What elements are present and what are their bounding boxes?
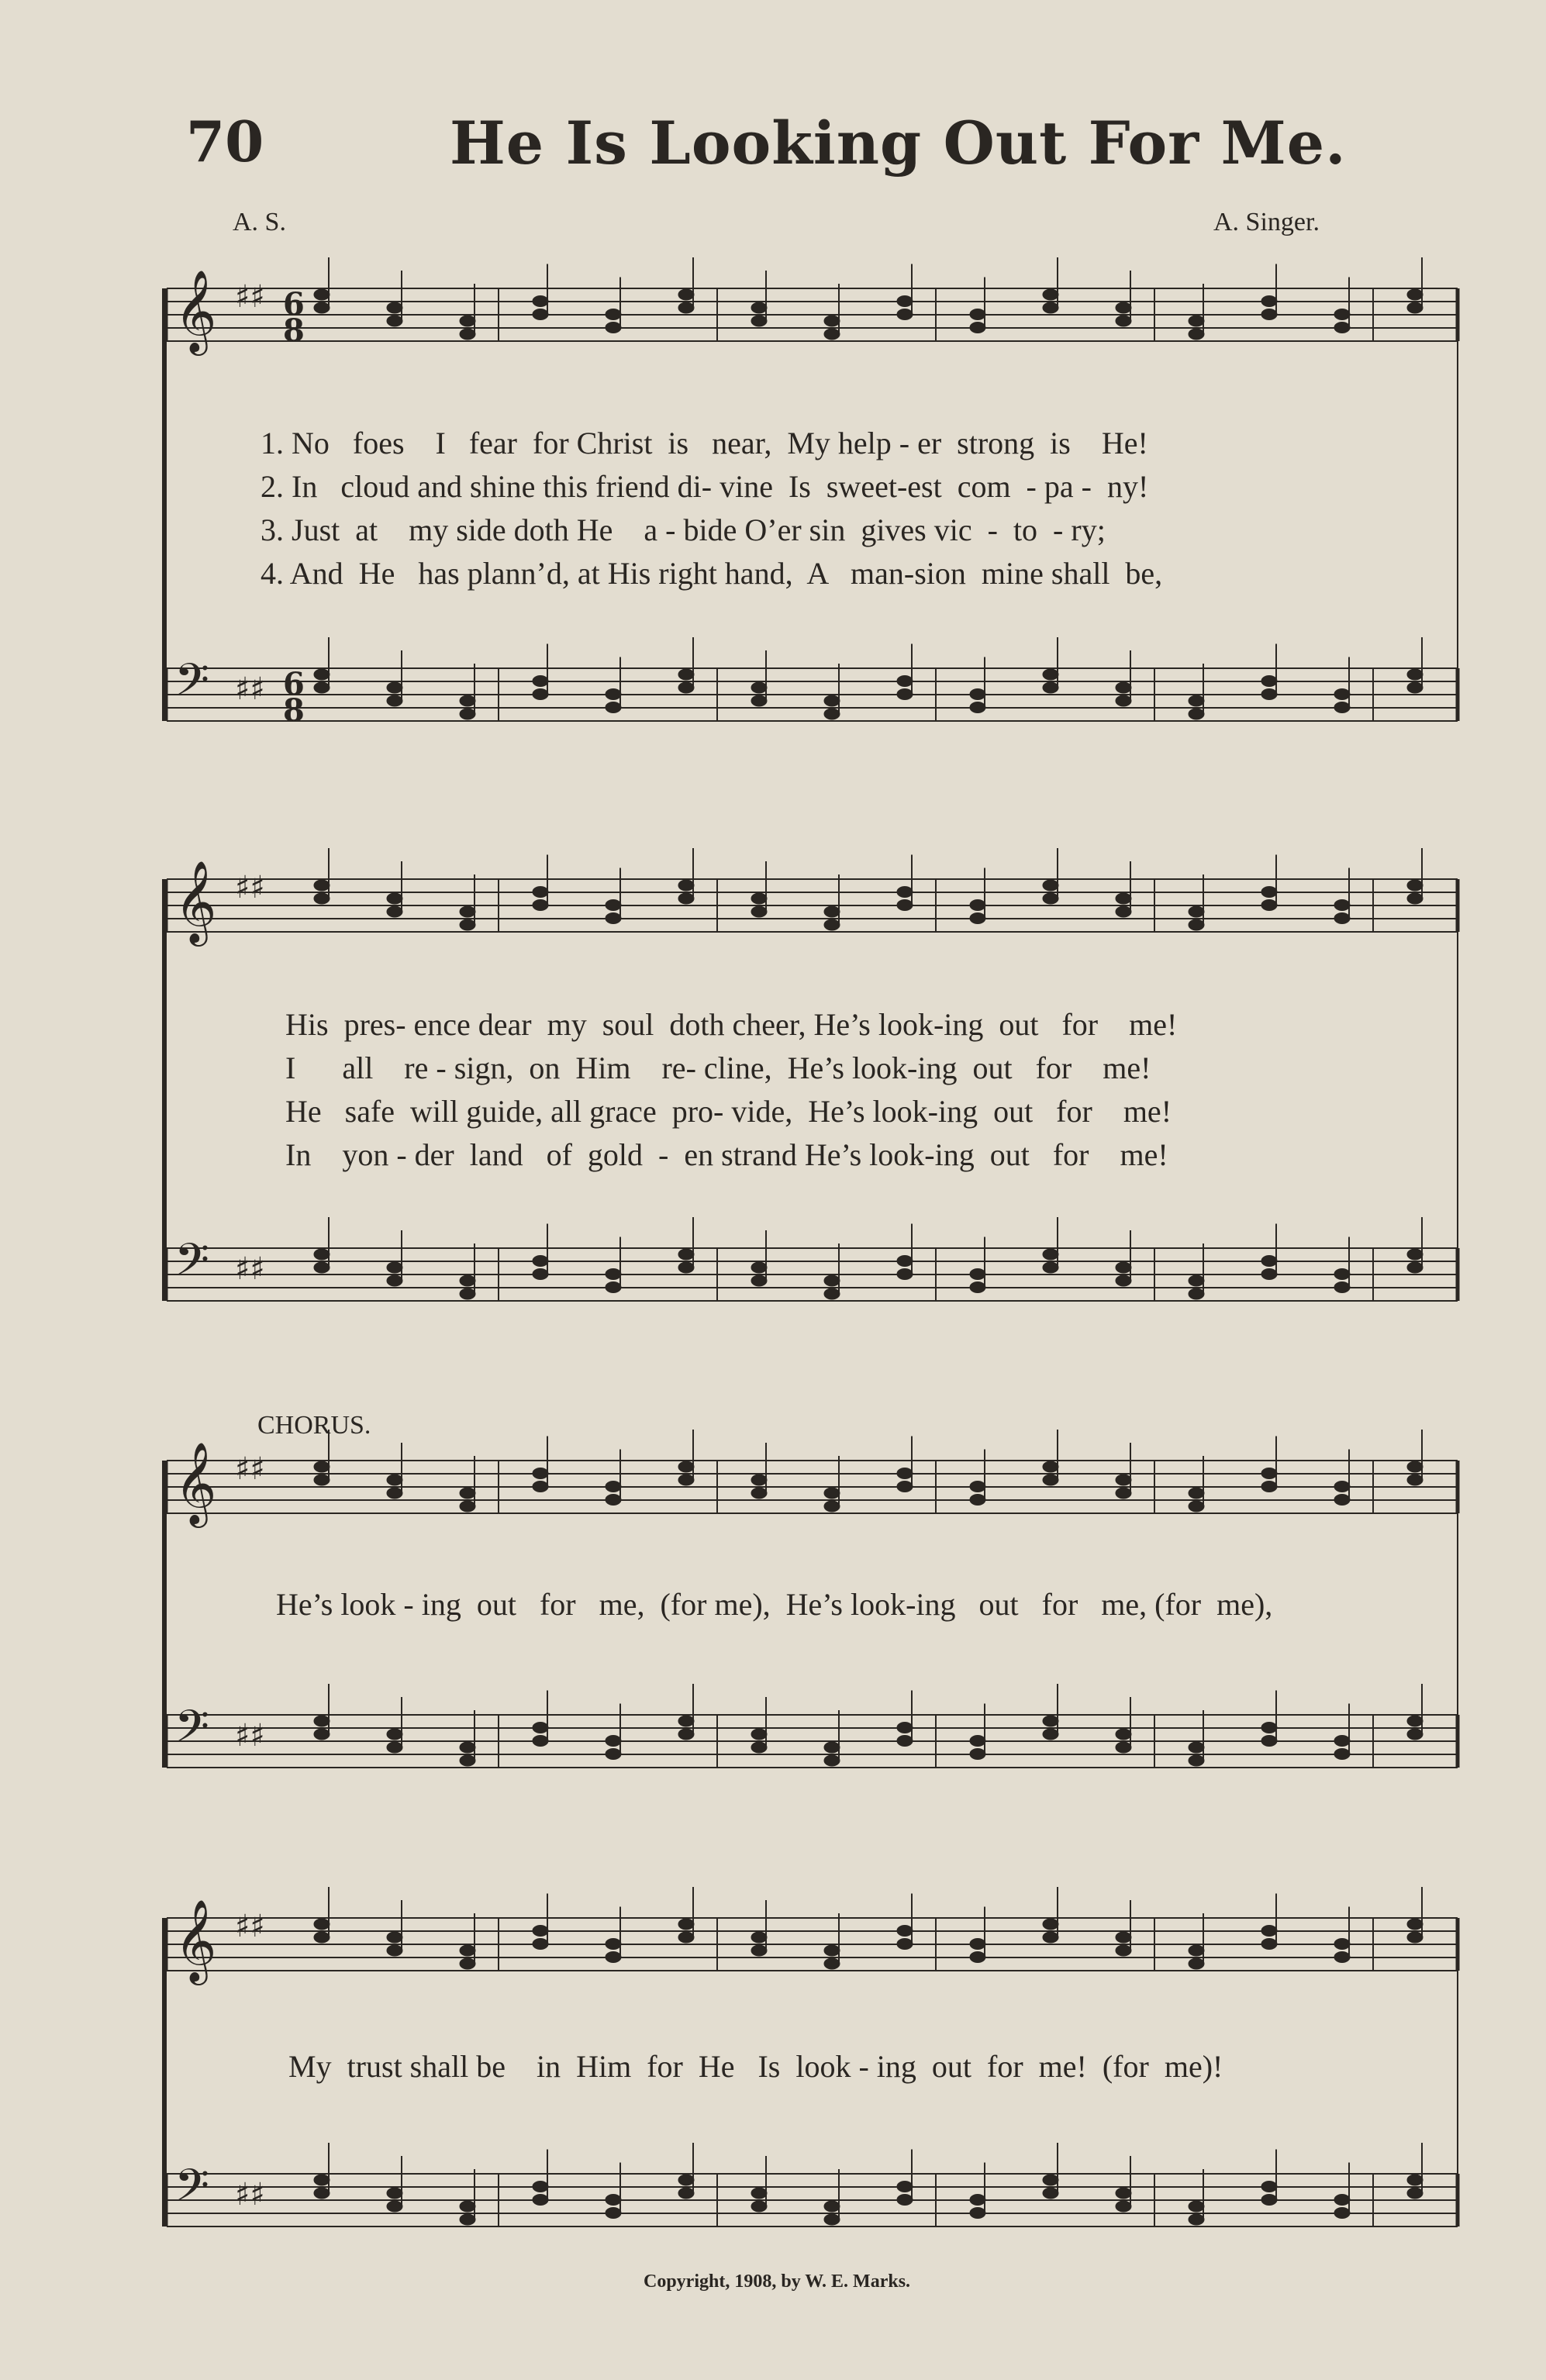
note-head xyxy=(1407,1919,1423,1930)
verse-line-4: 4. And He has plann’d, at His right hand, A man-sion mine shall be, xyxy=(261,556,1163,591)
note-head xyxy=(1043,1716,1058,1726)
note-head xyxy=(1261,1723,1277,1733)
note-head xyxy=(970,1736,985,1747)
note-head xyxy=(1261,1481,1277,1492)
note-head xyxy=(387,906,402,917)
note-head xyxy=(1189,1742,1204,1753)
note-head xyxy=(751,682,767,693)
note-head xyxy=(1334,1495,1350,1506)
note-head xyxy=(678,893,694,904)
note-head xyxy=(1043,1461,1058,1472)
note-head xyxy=(314,1249,330,1260)
time-signature-bottom: 8 xyxy=(283,312,305,349)
verse-line-6: I all re - sign, on Him re- cline, He’s look-ing out for me! xyxy=(285,1050,1151,1085)
note-head xyxy=(897,309,913,320)
note-head xyxy=(1407,1729,1423,1740)
note-head xyxy=(314,1932,330,1943)
note-head xyxy=(387,1729,402,1740)
bass-clef-icon: 𝄢 xyxy=(174,1233,210,1297)
key-signature-icon: ♯♯ xyxy=(235,870,265,905)
note-head xyxy=(533,2195,548,2206)
note-head xyxy=(1189,1288,1204,1299)
note-head xyxy=(678,1729,694,1740)
note-head xyxy=(1407,1932,1423,1943)
copyright-notice: Copyright, 1908, by W. E. Marks. xyxy=(644,2271,911,2292)
note-head xyxy=(1116,302,1131,313)
note-head xyxy=(533,689,548,700)
note-head xyxy=(460,2214,475,2225)
note-head xyxy=(1261,1736,1277,1747)
treble-clef-icon: 𝄞 xyxy=(174,1899,217,1982)
note-head xyxy=(460,329,475,340)
note-head xyxy=(824,906,840,917)
note-head xyxy=(678,1932,694,1943)
note-head xyxy=(606,2195,621,2206)
note-head xyxy=(897,296,913,307)
note-head xyxy=(970,913,985,924)
note-head xyxy=(1116,1729,1131,1740)
note-head xyxy=(1334,1269,1350,1280)
note-head xyxy=(1407,1249,1423,1260)
hymn-title: He Is Looking Out For Me. xyxy=(450,109,1347,178)
note-head xyxy=(751,1488,767,1499)
note-head xyxy=(1334,689,1350,700)
note-head xyxy=(678,1461,694,1472)
note-head xyxy=(1043,880,1058,891)
key-signature-icon: ♯♯ xyxy=(235,1451,265,1487)
note-head xyxy=(606,1749,621,1760)
note-head xyxy=(460,1945,475,1956)
key-signature-icon: ♯♯ xyxy=(235,1909,265,1944)
note-head xyxy=(1407,880,1423,891)
note-head xyxy=(678,1249,694,1260)
note-head xyxy=(606,2208,621,2219)
note-head xyxy=(533,2182,548,2192)
note-head xyxy=(1116,1275,1131,1286)
note-head xyxy=(970,1749,985,1760)
note-head xyxy=(387,316,402,326)
note-head xyxy=(606,1269,621,1280)
note-head xyxy=(387,2188,402,2199)
note-head xyxy=(314,1262,330,1273)
note-head xyxy=(606,1736,621,1747)
note-head xyxy=(824,919,840,930)
note-head xyxy=(1407,1475,1423,1485)
time-signature-top: 6 xyxy=(283,286,305,323)
note-head xyxy=(824,1501,840,1512)
note-head xyxy=(387,1945,402,1956)
note-head xyxy=(1334,1736,1350,1747)
note-head xyxy=(460,1742,475,1753)
note-head xyxy=(678,1262,694,1273)
note-head xyxy=(1334,1282,1350,1293)
note-head xyxy=(970,702,985,713)
note-head xyxy=(1261,1256,1277,1267)
note-head xyxy=(751,2201,767,2212)
note-head xyxy=(824,329,840,340)
treble-clef-icon: 𝄞 xyxy=(174,1441,217,1524)
note-head xyxy=(314,302,330,313)
note-head xyxy=(824,2214,840,2225)
note-head xyxy=(1407,682,1423,693)
key-signature-icon: ♯♯ xyxy=(235,2177,265,2213)
note-head xyxy=(387,1262,402,1273)
bass-clef-icon: 𝄢 xyxy=(174,2159,210,2223)
note-head xyxy=(533,296,548,307)
note-head xyxy=(1043,1475,1058,1485)
note-head xyxy=(678,669,694,680)
note-head xyxy=(970,900,985,911)
words-credit: A. S. xyxy=(233,208,286,236)
note-head xyxy=(897,2195,913,2206)
key-signature-icon: ♯♯ xyxy=(235,1251,265,1287)
note-head xyxy=(751,906,767,917)
note-head xyxy=(314,1475,330,1485)
note-head xyxy=(314,1729,330,1740)
note-head xyxy=(678,2175,694,2185)
note-head xyxy=(1116,1945,1131,1956)
note-head xyxy=(751,1932,767,1943)
verse-line-7: He safe will guide, all grace pro- vide, He’s look-ing out for me! xyxy=(285,1094,1172,1129)
note-head xyxy=(678,1716,694,1726)
note-head xyxy=(1116,1475,1131,1485)
note-head xyxy=(970,1282,985,1293)
bass-clef-icon: 𝄢 xyxy=(174,1700,210,1764)
note-head xyxy=(1043,682,1058,693)
note-head xyxy=(1407,302,1423,313)
note-head xyxy=(606,1282,621,1293)
note-head xyxy=(533,309,548,320)
note-head xyxy=(970,309,985,320)
note-head xyxy=(533,676,548,687)
note-head xyxy=(1116,1932,1131,1943)
note-head xyxy=(824,2201,840,2212)
verse-line-5: His pres- ence dear my soul doth cheer, He’s look-ing out for me! xyxy=(285,1007,1178,1042)
note-head xyxy=(970,2208,985,2219)
note-head xyxy=(533,1939,548,1950)
note-head xyxy=(606,913,621,924)
note-head xyxy=(751,1475,767,1485)
note-head xyxy=(897,900,913,911)
note-head xyxy=(1334,323,1350,333)
chorus-line-2: My trust shall be in Him for He Is look - ing out for me! (for me)! xyxy=(288,2049,1223,2084)
note-head xyxy=(1407,669,1423,680)
chorus-line-1: He’s look - ing out for me, (for me), He’s look-ing out for me, (for me), xyxy=(276,1587,1273,1622)
note-head xyxy=(314,289,330,300)
note-head xyxy=(897,1256,913,1267)
time-signature-top: 6 xyxy=(283,666,305,702)
note-head xyxy=(1043,289,1058,300)
note-head xyxy=(897,1939,913,1950)
note-head xyxy=(1189,1958,1204,1969)
note-head xyxy=(1261,676,1277,687)
note-head xyxy=(314,1919,330,1930)
note-head xyxy=(1334,913,1350,924)
note-head xyxy=(1043,1932,1058,1943)
note-head xyxy=(897,676,913,687)
note-head xyxy=(1261,900,1277,911)
note-head xyxy=(1116,2188,1131,2199)
note-head xyxy=(606,900,621,911)
note-head xyxy=(824,1288,840,1299)
note-head xyxy=(314,2188,330,2199)
verse-line-1: 1. No foes I fear for Christ is near, My help - er strong is He! xyxy=(261,426,1148,460)
note-head xyxy=(897,1468,913,1479)
note-head xyxy=(387,1932,402,1943)
note-head xyxy=(1189,919,1204,930)
note-head xyxy=(1261,296,1277,307)
note-head xyxy=(678,880,694,891)
note-head xyxy=(1407,2175,1423,2185)
note-head xyxy=(460,1275,475,1286)
treble-clef-icon: 𝄞 xyxy=(174,860,217,943)
note-head xyxy=(1116,1262,1131,1273)
note-head xyxy=(1261,1939,1277,1950)
note-head xyxy=(533,1269,548,1280)
note-head xyxy=(1407,289,1423,300)
note-head xyxy=(1116,2201,1131,2212)
note-head xyxy=(1043,669,1058,680)
key-signature-icon: ♯♯ xyxy=(235,671,265,707)
note-head xyxy=(751,302,767,313)
verse-line-2: 2. In cloud and shine this friend di- vine Is sweet-est com - pa - ny! xyxy=(261,469,1149,504)
note-head xyxy=(1116,893,1131,904)
note-head xyxy=(460,709,475,719)
note-head xyxy=(1189,906,1204,917)
note-head xyxy=(678,289,694,300)
note-head xyxy=(533,887,548,898)
note-head xyxy=(970,1481,985,1492)
note-head xyxy=(824,709,840,719)
note-head xyxy=(387,1488,402,1499)
note-head xyxy=(1116,906,1131,917)
note-head xyxy=(1116,1488,1131,1499)
note-head xyxy=(606,309,621,320)
note-head xyxy=(1043,1919,1058,1930)
note-head xyxy=(1043,893,1058,904)
note-head xyxy=(1334,2208,1350,2219)
note-head xyxy=(606,1939,621,1950)
note-head xyxy=(387,1475,402,1485)
page-number: 70 xyxy=(186,109,264,174)
note-head xyxy=(533,900,548,911)
note-head xyxy=(1189,709,1204,719)
note-head xyxy=(314,893,330,904)
note-head xyxy=(1189,1945,1204,1956)
note-head xyxy=(751,1742,767,1753)
note-head xyxy=(1407,1461,1423,1472)
note-head xyxy=(824,1742,840,1753)
note-head xyxy=(970,1269,985,1280)
note-head xyxy=(606,689,621,700)
note-head xyxy=(970,1952,985,1963)
note-head xyxy=(1261,1269,1277,1280)
note-head xyxy=(824,1958,840,1969)
note-head xyxy=(1261,2195,1277,2206)
note-head xyxy=(1407,893,1423,904)
note-head xyxy=(1407,1716,1423,1726)
note-head xyxy=(970,1939,985,1950)
note-head xyxy=(460,695,475,706)
note-head xyxy=(678,302,694,313)
note-head xyxy=(751,1262,767,1273)
note-head xyxy=(1334,702,1350,713)
note-head xyxy=(314,1461,330,1472)
note-head xyxy=(751,1945,767,1956)
note-head xyxy=(387,695,402,706)
note-head xyxy=(460,1958,475,1969)
note-head xyxy=(1043,2188,1058,2199)
note-head xyxy=(824,1755,840,1766)
note-head xyxy=(824,316,840,326)
note-head xyxy=(1261,887,1277,898)
note-head xyxy=(533,1481,548,1492)
note-head xyxy=(678,1919,694,1930)
note-head xyxy=(387,2201,402,2212)
note-head xyxy=(1116,1742,1131,1753)
note-head xyxy=(314,2175,330,2185)
note-head xyxy=(751,1729,767,1740)
bass-clef-icon: 𝄢 xyxy=(174,654,210,717)
note-head xyxy=(751,893,767,904)
note-head xyxy=(970,1495,985,1506)
note-head xyxy=(314,1716,330,1726)
note-head xyxy=(460,1501,475,1512)
note-head xyxy=(678,1475,694,1485)
note-head xyxy=(1261,1468,1277,1479)
note-head xyxy=(460,919,475,930)
note-head xyxy=(314,682,330,693)
note-head xyxy=(533,1468,548,1479)
note-head xyxy=(970,689,985,700)
note-head xyxy=(1334,900,1350,911)
note-head xyxy=(1407,2188,1423,2199)
note-head xyxy=(1334,2195,1350,2206)
note-head xyxy=(1189,1488,1204,1499)
note-head xyxy=(1189,695,1204,706)
note-head xyxy=(897,1723,913,1733)
treble-clef-icon: 𝄞 xyxy=(174,269,217,352)
note-head xyxy=(751,695,767,706)
note-head xyxy=(460,906,475,917)
note-head xyxy=(824,695,840,706)
key-signature-icon: ♯♯ xyxy=(235,279,265,315)
note-head xyxy=(1116,695,1131,706)
note-head xyxy=(1261,1926,1277,1937)
note-head xyxy=(1189,1275,1204,1286)
note-head xyxy=(533,1926,548,1937)
note-head xyxy=(751,2188,767,2199)
note-head xyxy=(606,1495,621,1506)
music-credit: A. Singer. xyxy=(1213,208,1320,236)
note-head xyxy=(1189,329,1204,340)
note-head xyxy=(387,893,402,904)
chorus-label: CHORUS. xyxy=(257,1411,371,1440)
note-head xyxy=(606,702,621,713)
note-head xyxy=(897,2182,913,2192)
note-head xyxy=(678,2188,694,2199)
verse-line-3: 3. Just at my side doth He a - bide O’er sin gives vic - to - ry; xyxy=(261,512,1106,547)
note-head xyxy=(897,1926,913,1937)
note-head xyxy=(1043,2175,1058,2185)
verse-line-8: In yon - der land of gold - en strand He’s look-ing out for me! xyxy=(285,1137,1168,1172)
note-head xyxy=(1043,1729,1058,1740)
note-head xyxy=(897,689,913,700)
note-head xyxy=(824,1275,840,1286)
note-head xyxy=(1043,1249,1058,1260)
note-head xyxy=(824,1488,840,1499)
note-head xyxy=(314,880,330,891)
note-head xyxy=(1261,309,1277,320)
note-head xyxy=(606,1952,621,1963)
note-head xyxy=(824,1945,840,1956)
note-head xyxy=(314,669,330,680)
note-head xyxy=(460,1288,475,1299)
note-head xyxy=(897,1269,913,1280)
note-head xyxy=(970,323,985,333)
note-head xyxy=(1189,1755,1204,1766)
note-head xyxy=(606,1481,621,1492)
note-head xyxy=(1189,1501,1204,1512)
note-head xyxy=(897,887,913,898)
note-head xyxy=(387,302,402,313)
note-head xyxy=(1334,1481,1350,1492)
note-head xyxy=(460,316,475,326)
note-head xyxy=(751,316,767,326)
note-head xyxy=(606,323,621,333)
note-head xyxy=(1334,1939,1350,1950)
note-head xyxy=(1334,309,1350,320)
note-head xyxy=(533,1256,548,1267)
note-head xyxy=(1043,302,1058,313)
note-head xyxy=(970,2195,985,2206)
note-head xyxy=(387,682,402,693)
note-head xyxy=(1189,316,1204,326)
note-head xyxy=(1334,1952,1350,1963)
note-head xyxy=(1189,2201,1204,2212)
note-head xyxy=(897,1481,913,1492)
note-head xyxy=(1261,689,1277,700)
note-head xyxy=(387,1275,402,1286)
note-head xyxy=(678,682,694,693)
note-head xyxy=(1116,682,1131,693)
note-head xyxy=(387,1742,402,1753)
note-head xyxy=(897,1736,913,1747)
note-head xyxy=(533,1736,548,1747)
note-head xyxy=(751,1275,767,1286)
note-head xyxy=(1189,2214,1204,2225)
note-head xyxy=(1407,1262,1423,1273)
key-signature-icon: ♯♯ xyxy=(235,1718,265,1754)
note-head xyxy=(1261,2182,1277,2192)
note-head xyxy=(1334,1749,1350,1760)
note-head xyxy=(460,1488,475,1499)
time-signature-bottom: 8 xyxy=(283,692,305,729)
note-head xyxy=(1043,1262,1058,1273)
note-head xyxy=(460,1755,475,1766)
note-head xyxy=(533,1723,548,1733)
note-head xyxy=(460,2201,475,2212)
note-head xyxy=(1116,316,1131,326)
